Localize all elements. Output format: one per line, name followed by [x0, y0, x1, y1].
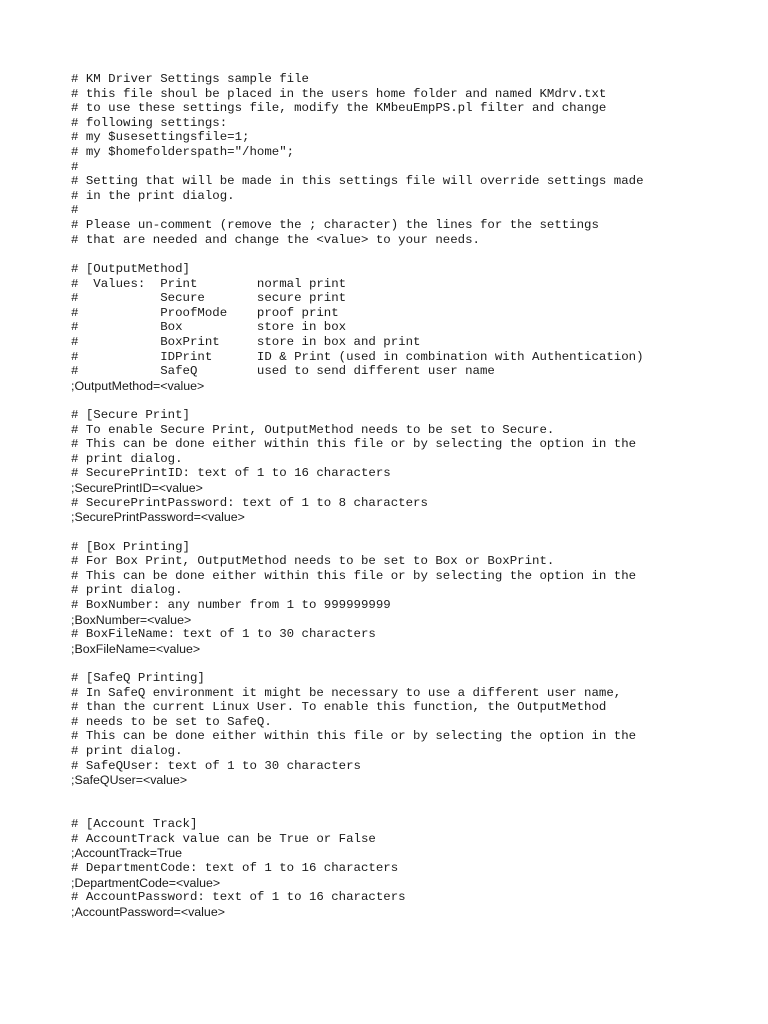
comment-line: # To enable Secure Print, OutputMethod needs to be set to Secure. — [71, 422, 555, 437]
comment-line: # print dialog. — [71, 451, 183, 466]
comment-line: # [Account Track] — [71, 817, 198, 832]
comment-line: # Setting that will be made in this settings file will override settings made — [71, 174, 644, 189]
comment-line: # [Secure Print] — [71, 408, 190, 423]
setting-line: ;DepartmentCode=<value> — [71, 875, 221, 890]
comment-line: # Box store in box — [71, 320, 347, 335]
comment-line: # This can be done either within this file or by selecting the option in the — [71, 729, 637, 744]
comment-line: # following settings: — [71, 115, 228, 130]
comment-line: # [OutputMethod] — [71, 261, 190, 276]
comment-line: # SafeQUser: text of 1 to 30 characters — [71, 758, 361, 773]
comment-line: # my $homefolderspath="/home"; — [71, 145, 295, 160]
comment-line: # IDPrint ID & Print (used in combination with Authentication) — [71, 349, 644, 364]
comment-line: # AccountTrack value can be True or False — [71, 831, 376, 846]
comment-line: # print dialog. — [71, 744, 183, 759]
blank-line — [71, 788, 731, 803]
comment-line: # in the print dialog. — [71, 188, 235, 203]
comment-line: # BoxFileName: text of 1 to 30 characters — [71, 627, 376, 642]
blank-line — [71, 247, 731, 262]
setting-line: ;SecurePrintPassword=<value> — [71, 510, 245, 525]
comment-line: # — [71, 203, 79, 218]
blank-line — [71, 656, 731, 671]
blank-line — [71, 393, 731, 408]
settings-file-text — [71, 72, 731, 919]
setting-line: ;SafeQUser=<value> — [71, 773, 188, 788]
comment-line: # [Box Printing] — [71, 539, 190, 554]
comment-line: # BoxNumber: any number from 1 to 999999999 — [71, 597, 391, 612]
comment-line: # that are needed and change the <value> to your needs. — [71, 232, 480, 247]
comment-line: # AccountPassword: text of 1 to 16 characters — [71, 890, 406, 905]
comment-line: # DepartmentCode: text of 1 to 16 characters — [71, 860, 399, 875]
comment-line: # my $usesettingsfile=1; — [71, 130, 250, 145]
comment-line: # This can be done either within this file or by selecting the option in the — [71, 437, 637, 452]
setting-line: ;SecurePrintID=<value> — [71, 481, 203, 496]
comment-line: # KM Driver Settings sample file — [71, 72, 309, 86]
comment-line: # BoxPrint store in box and print — [71, 334, 421, 349]
comment-line: # print dialog. — [71, 583, 183, 598]
comment-line: # For Box Print, OutputMethod needs to be set to Box or BoxPrint. — [71, 554, 555, 569]
blank-line — [71, 802, 731, 817]
comment-line: # This can be done either within this file or by selecting the option in the — [71, 568, 637, 583]
comment-line: # SafeQ used to send different user name — [71, 364, 495, 379]
blank-line — [71, 525, 731, 540]
comment-line: # SecurePrintPassword: text of 1 to 8 characters — [71, 495, 428, 510]
comment-line: # Secure secure print — [71, 291, 347, 306]
setting-line: ;BoxFileName=<value> — [71, 641, 201, 656]
comment-line: # to use these settings file, modify the KMbeuEmpPS.pl filter and change — [71, 101, 607, 116]
comment-line: # SecurePrintID: text of 1 to 16 characters — [71, 466, 391, 481]
comment-line: # this file shoul be placed in the users home folder and named KMdrv.txt — [71, 86, 607, 101]
comment-line: # Values: Print normal print — [71, 276, 347, 291]
comment-line: # Please un-comment (remove the ; character) the lines for the settings — [71, 218, 599, 233]
setting-line: ;BoxNumber=<value> — [71, 612, 192, 627]
comment-line: # In SafeQ environment it might be necessary to use a different user name, — [71, 685, 622, 700]
setting-line: ;AccountTrack=True — [71, 846, 182, 861]
comment-line: # than the current Linux User. To enable this function, the OutputMethod — [71, 700, 607, 715]
comment-line: # needs to be set to SafeQ. — [71, 714, 272, 729]
comment-line: # ProofMode proof print — [71, 305, 339, 320]
comment-line: # [SafeQ Printing] — [71, 670, 205, 685]
comment-line: # — [71, 159, 79, 174]
setting-line: ;AccountPassword=<value> — [71, 904, 225, 919]
setting-line: ;OutputMethod=<value> — [71, 378, 205, 393]
